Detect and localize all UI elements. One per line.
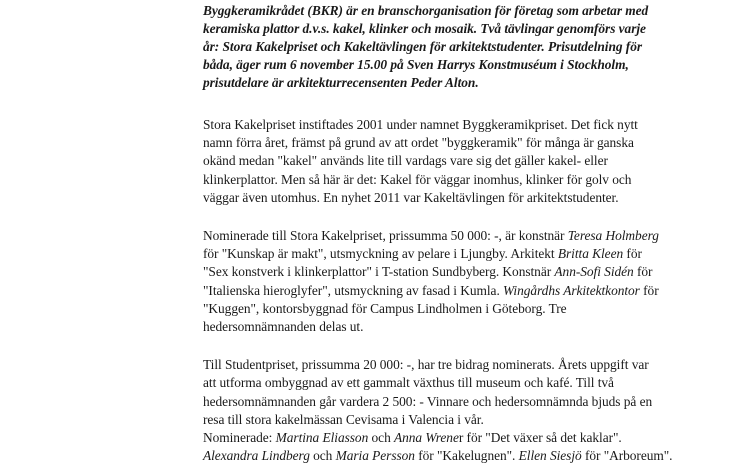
- nominee-name: Alexandra Lindberg: [203, 448, 310, 464]
- nominees-line: [203, 227, 723, 245]
- text-run: för: [639, 282, 659, 298]
- intro-line: båda, äger rum 6 november 15.00 på Sven Harrys Konstmuséum i Stockholm,: [203, 57, 629, 72]
- nominee-name: Ann-Sofi Sidén: [554, 264, 634, 280]
- text-run: för "Kakelugnen".: [414, 448, 519, 464]
- text-run: för "Arboreum".: [581, 448, 673, 464]
- text-run: r för "Det växer så det kaklar".: [458, 430, 622, 446]
- student-line: [203, 429, 723, 447]
- student-line: [203, 447, 723, 465]
- history-line: klinkerplattor. Men så här är det: Kakel för väggar inomhus, klinker för golv och: [203, 171, 632, 187]
- nominee-name: Anna Wrene: [394, 430, 459, 446]
- nominee-name: Teresa Holmberg: [567, 228, 659, 244]
- text-run: för: [623, 246, 642, 262]
- history-paragraph: [203, 116, 723, 207]
- text-run: "Sex konstverk i klinkerplattor" i T-station Sundbyberg. Konstnär: [203, 264, 555, 280]
- nominees-line: [203, 282, 723, 300]
- nominee-name: Ellen Siesjö: [518, 448, 582, 464]
- student-prize-paragraph: [203, 356, 723, 465]
- text-run: och: [368, 430, 395, 446]
- nominee-name: Maria Persson: [335, 448, 415, 464]
- nominees-line: "Kuggen", kontorsbyggnad för Campus Lindholmen i Göteborg. Tre: [203, 300, 567, 316]
- intro-line: keramiska plattor d.v.s. kakel, klinker och mosaik. Två tävlingar genomförs varje: [203, 21, 646, 36]
- nominees-line: [203, 245, 723, 263]
- document-page: [203, 0, 723, 465]
- history-line: okänd medan "kakel" används lite till vardags vare sig det gäller kakel- eller: [203, 153, 608, 169]
- student-line: att utforma ombyggnad av ett gammalt växthus till museum och kafé. Till två: [203, 375, 614, 391]
- history-line: namn förra året, främst på grund av att ordet "byggkeramik" för många är ganska: [203, 135, 634, 151]
- nominees-paragraph: [203, 227, 723, 336]
- student-line: resa till stora kakelmässan Cevisama i Valencia i vår.: [203, 411, 484, 427]
- text-run: Nominerade till Stora Kakelpriset, prissumma 50 000: -, är konstnär: [203, 228, 568, 244]
- text-run: "Italienska hieroglyfer", utsmyckning av fasad i Kumla.: [203, 282, 504, 298]
- history-line: Stora Kakelpriset instiftades 2001 under namnet Byggkeramikpriset. Det fick nytt: [203, 117, 638, 132]
- nominees-line: hedersomnämnanden delas ut.: [203, 319, 364, 335]
- intro-line: prisutdelare är arkitekturrecensenten Peder Alton.: [203, 75, 479, 90]
- text-run: för: [633, 264, 653, 280]
- intro-line: år: Stora Kakelpriset och Kakeltävlingen för arkitektstudenter. Prisutdelning för: [203, 39, 642, 54]
- intro-paragraph: [203, 0, 723, 92]
- nominees-line: [203, 263, 723, 281]
- nominee-name: Britta Kleen: [557, 246, 624, 262]
- nominee-name: Wingårdhs Arkitektkontor: [503, 282, 640, 298]
- history-line: väggar även utomhus. En nyhet 2011 var Kakeltävlingen för arkitektstudenter.: [203, 189, 619, 205]
- intro-line: Byggkeramikrådet (BKR) är en branschorganisation för företag som arbetar med: [203, 3, 649, 18]
- student-line: Till Studentpriset, prissumma 20 000: -, har tre bidrag nominerats. Årets uppgift var: [203, 357, 649, 373]
- text-run: och: [309, 448, 336, 464]
- nominee-name: Martina Eliasson: [275, 430, 369, 446]
- text-run: Nominerade:: [203, 430, 276, 446]
- student-line: hedersomnämnanden går vardera 2 500: - Vinnare och hedersomnämnda bjuds på en: [203, 393, 653, 409]
- text-run: för "Kunskap är makt", utsmyckning av pelare i Ljungby. Arkitekt: [203, 246, 558, 262]
